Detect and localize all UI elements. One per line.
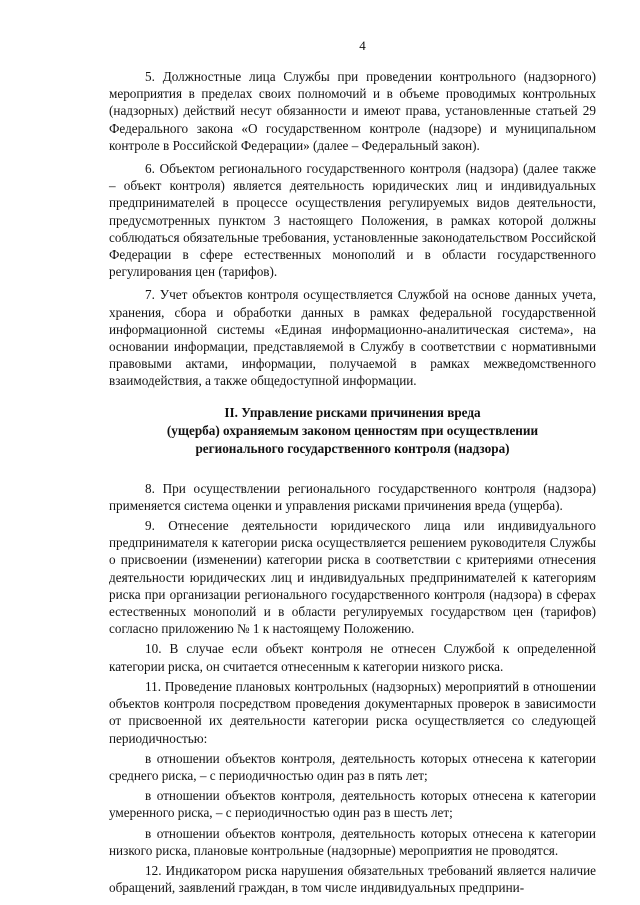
paragraph-11-moderate-risk: в отношении объектов контроля, деятельность которых отнесена к категории умеренного риска, – с периодичностью один раз в шесть лет; <box>109 788 596 821</box>
section-heading-line-2: (ущерба) охраняемым законом ценностям при осуществлении <box>166 422 539 438</box>
paragraph-9: 9. Отнесение деятельности юридического лица или индивидуального предпринимателя к категории риска осуществляется решением руководителя Службы о присвоении (изменении) категории риска в соответствии с критериями отнесения деятельности юридических лиц и индивидуальных предпринимателей к категориям риска при организации регионального государственного контроля (надзора) в сферах естественных монополий и в области регулируемых государством цен (тарифов) согласно приложению № 1 к настоящему Положению. <box>109 518 596 637</box>
paragraph-11-medium-risk: в отношении объектов контроля, деятельность которых отнесена к категории среднего риска, – с периодичностью один раз в пять лет; <box>109 750 596 783</box>
section-heading-line-3: регионального государственного контроля (надзора) <box>195 440 510 456</box>
paragraph-6: 6. Объектом регионального государственного контроля (надзора) (далее также – объект контроля) является деятельность юридических лиц и индивидуальных предпринимателей в процессе осуществления регулируемых видов деятельности, предусмотренных пунктом 3 настоящего Положения, в рамках которой должны соблюдаться обязательные требования, установленные законодательством Российской Федерации в сфере естественных монополий и в области государственного регулирования цен (тарифов). <box>109 161 596 280</box>
paragraph-7: 7. Учет объектов контроля осуществляется Службой на основе данных учета, хранения, сбора и обработки данных в рамках федеральной государственной информационной системы «Единая информационно-аналитическая система», на основании информации, представляемой в Службу в соответствии с нормативными правовыми актами, информации, получаемой в рамках межведомственного взаимодействия, а также общедоступной информации. <box>109 287 596 389</box>
paragraph-5: 5. Должностные лица Службы при проведении контрольного (надзорного) мероприятия в пределах своих полномочий и в объеме проводимых контрольных (надзорных) действий несут обязанности и имеют права, установленные статьей 29 Федерального закона «О государственном контроле (надзоре) и муниципальном контроле в Российской Федерации» (далее – Федеральный закон). <box>109 69 596 153</box>
section-heading <box>109 404 596 458</box>
paragraph-12: 12. Индикатором риска нарушения обязательных требований является наличие обращений, заявлений граждан, в том числе индивидуальных предприни- <box>109 862 596 896</box>
page-number: 4 <box>359 38 366 53</box>
paragraph-8: 8. При осуществлении регионального государственного контроля (надзора) применяется система оценки и управления рисками причинения вреда (ущерба). <box>109 480 596 513</box>
paragraph-10: 10. В случае если объект контроля не отнесен Службой к определенной категории риска, он считается отнесенным к категории низкого риска. <box>109 641 596 674</box>
section-heading-line-1: II. Управление рисками причинения вреда <box>224 404 481 420</box>
paragraph-11-low-risk: в отношении объектов контроля, деятельность которых отнесена к категории низкого риска, плановые контрольные (надзорные) мероприятия не проводятся. <box>109 825 596 858</box>
paragraph-11: 11. Проведение плановых контрольных (надзорных) мероприятий в отношении объектов контроля посредством проведения документарных проверок в зависимости от присвоенной их деятельности категории риска осуществляется со следующей периодичностью: <box>109 678 596 746</box>
